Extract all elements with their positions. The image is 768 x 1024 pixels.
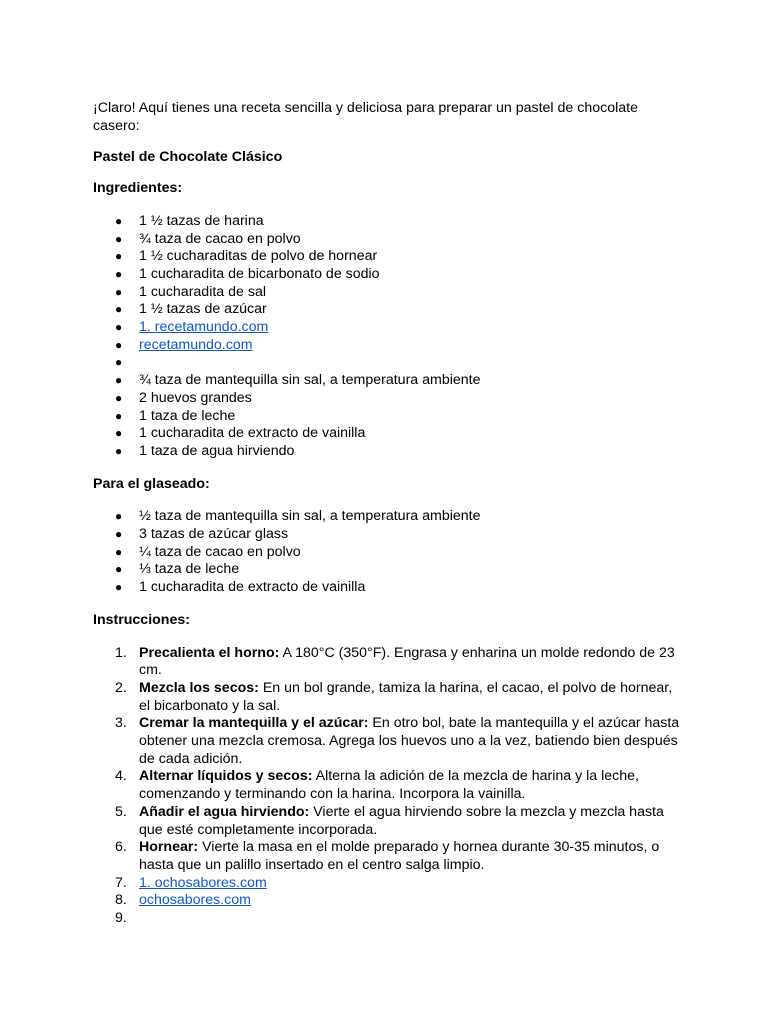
step-number: 4. xyxy=(115,768,127,785)
ingredient-text: ¾ taza de cacao en polvo xyxy=(139,230,301,247)
bullet-icon: ● xyxy=(115,213,123,228)
bullet-icon: ● xyxy=(115,580,123,595)
instruction-step[interactable] xyxy=(93,875,683,893)
step-number: 2. xyxy=(115,679,127,696)
bullet-icon: ● xyxy=(115,302,123,317)
ingredient-item xyxy=(93,390,683,408)
ingredient-item xyxy=(93,408,683,426)
glaze-text: ⅓ taza de leche xyxy=(139,561,240,578)
ingredient-item xyxy=(93,443,683,461)
step-title: Cremar la mantequilla y el azúcar: xyxy=(139,715,369,732)
instruction-step xyxy=(93,804,683,839)
ingredients-list xyxy=(93,213,683,461)
step-title: Hornear: xyxy=(139,839,199,856)
glaze-text: 1 cucharadita de extracto de vainilla xyxy=(139,579,366,596)
step-link[interactable]: 1. ochosabores.com xyxy=(139,874,267,891)
ingredient-text: 1 cucharadita de bicarbonato de sodio xyxy=(139,265,380,282)
ingredient-item[interactable] xyxy=(93,337,683,355)
step-number: 5. xyxy=(115,803,127,820)
glaze-list xyxy=(93,508,683,597)
glaze-text: 3 tazas de azúcar glass xyxy=(139,526,289,543)
bullet-icon: ● xyxy=(115,231,123,246)
glaze-item xyxy=(93,508,683,526)
ingredient-item xyxy=(93,301,683,319)
instruction-step[interactable] xyxy=(93,892,683,910)
step-text: Vierte el agua hirviendo sobre la mezcla y mezcla hasta que esté completamente incorporada. xyxy=(139,803,664,838)
ingredient-text: 1 taza de agua hirviendo xyxy=(139,442,295,459)
bullet-icon: ● xyxy=(115,266,123,281)
instruction-step xyxy=(93,839,683,874)
bullet-icon: ● xyxy=(115,320,123,335)
ingredient-link[interactable]: 1. recetamundo.com xyxy=(139,319,269,336)
step-title: Precalienta el horno: xyxy=(139,644,280,661)
glaze-item xyxy=(93,526,683,544)
ingredients-heading: Ingredientes: xyxy=(93,180,183,197)
ingredient-text: 1 ½ tazas de azúcar xyxy=(139,301,267,318)
bullet-icon: ● xyxy=(115,562,123,577)
step-title: Mezcla los secos: xyxy=(139,679,259,696)
ingredient-text: 1 ½ tazas de harina xyxy=(139,212,264,229)
instruction-step xyxy=(93,715,683,768)
bullet-icon: ● xyxy=(115,408,123,423)
intro-paragraph: ¡Claro! Aquí tienes una receta sencilla y deliciosa para preparar un pastel de chocolate casero: xyxy=(93,100,638,134)
glaze-item xyxy=(93,579,683,597)
ingredient-text: 1 cucharadita de sal xyxy=(139,283,266,300)
ingredient-item xyxy=(93,372,683,390)
instruction-step xyxy=(93,680,683,715)
step-text: Alterna la adición de la mezcla de harina y la leche, comenzando y terminando con la harina. Incorpora la vainilla. xyxy=(139,768,639,803)
instruction-step xyxy=(93,768,683,803)
instruction-step xyxy=(93,910,683,928)
ingredient-text: 1 cucharadita de extracto de vainilla xyxy=(139,425,366,442)
step-text: Vierte la masa en el molde preparado y hornea durante 30-35 minutos, o hasta que un palillo insertado en el centro salga limpio. xyxy=(139,839,660,873)
step-text: En otro bol, bate la mantequilla y el azúcar hasta obtener una mezcla cremosa. Agrega los huevos uno a la vez, batiendo bien después de cada adición. xyxy=(139,715,680,767)
document-page xyxy=(93,100,683,928)
bullet-icon: ● xyxy=(115,373,123,388)
step-number: 1. xyxy=(115,644,127,661)
bullet-icon: ● xyxy=(115,249,123,264)
ingredient-item xyxy=(93,248,683,266)
glaze-heading: Para el glaseado: xyxy=(93,475,210,492)
ingredient-text: ¾ taza de mantequilla sin sal, a temperatura ambiente xyxy=(139,372,481,389)
step-link[interactable]: ochosabores.com xyxy=(139,892,251,909)
instruction-step xyxy=(93,645,683,680)
glaze-item xyxy=(93,544,683,562)
glaze-text: ½ taza de mantequilla sin sal, a temperatura ambiente xyxy=(139,508,481,525)
step-number: 8. xyxy=(115,892,127,909)
ingredient-item xyxy=(93,231,683,249)
step-number: 6. xyxy=(115,839,127,856)
ingredient-item[interactable] xyxy=(93,319,683,337)
instructions-heading: Instrucciones: xyxy=(93,611,190,628)
ingredient-text: 1 ½ cucharaditas de polvo de hornear xyxy=(139,248,378,265)
bullet-icon: ● xyxy=(115,337,123,352)
bullet-icon: ● xyxy=(115,443,123,458)
step-text: En un bol grande, tamiza la harina, el cacao, el polvo de hornear, el bicarbonato y la sal. xyxy=(139,679,673,714)
instructions-list xyxy=(93,645,683,928)
ingredient-text: 2 huevos grandes xyxy=(139,389,252,406)
bullet-icon: ● xyxy=(115,390,123,405)
step-text: A 180°C (350°F). Engrasa y enharina un molde redondo de 23 cm. xyxy=(139,644,675,679)
bullet-icon: ● xyxy=(115,426,123,441)
bullet-icon: ● xyxy=(115,544,123,559)
ingredient-text: 1 taza de leche xyxy=(139,407,236,424)
bullet-icon: ● xyxy=(115,355,123,370)
ingredient-item xyxy=(93,213,683,231)
step-number: 3. xyxy=(115,715,127,732)
recipe-title: Pastel de Chocolate Clásico xyxy=(93,149,283,166)
step-number: 7. xyxy=(115,874,127,891)
ingredient-item xyxy=(93,354,683,372)
bullet-icon: ● xyxy=(115,527,123,542)
step-number: 9. xyxy=(115,910,127,927)
ingredient-item xyxy=(93,425,683,443)
ingredient-item xyxy=(93,266,683,284)
bullet-icon: ● xyxy=(115,284,123,299)
ingredient-item xyxy=(93,284,683,302)
step-title: Alternar líquidos y secos: xyxy=(139,768,313,785)
ingredient-link[interactable]: recetamundo.com xyxy=(139,336,253,353)
bullet-icon: ● xyxy=(115,509,123,524)
step-title: Añadir el agua hirviendo: xyxy=(139,803,310,820)
glaze-item xyxy=(93,561,683,579)
glaze-text: ¼ taza de cacao en polvo xyxy=(139,543,301,560)
